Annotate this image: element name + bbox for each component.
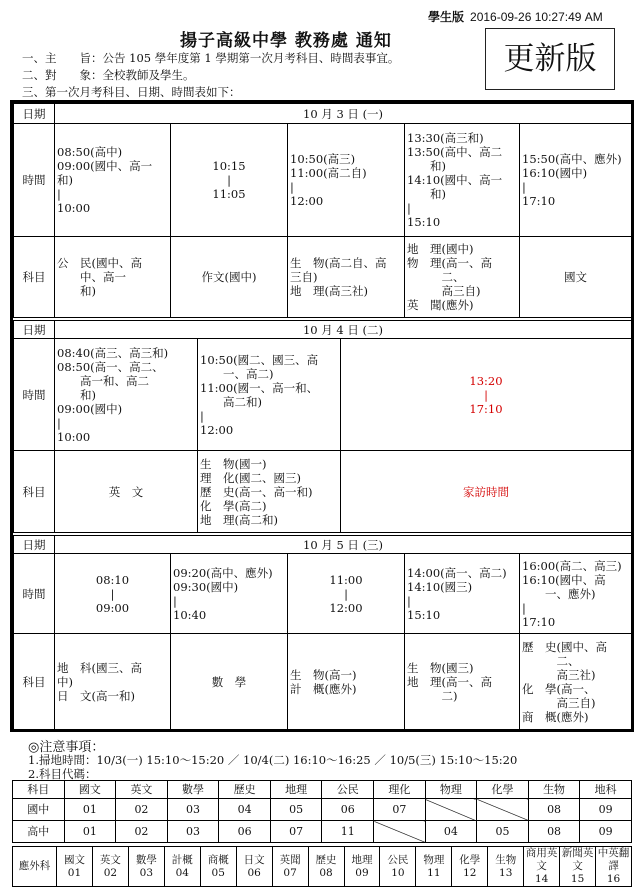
code-cell: 02 bbox=[116, 821, 168, 843]
code-header: 生物 bbox=[528, 781, 580, 799]
code-row-label: 高中 bbox=[13, 821, 65, 843]
code-cell: 09 bbox=[580, 799, 632, 821]
day-3-subject-2: 數 學 bbox=[171, 634, 288, 731]
ext-code-cell bbox=[452, 847, 488, 887]
ext-code-cell bbox=[560, 847, 596, 887]
code-header: 地科 bbox=[580, 781, 632, 799]
code-cell: 01 bbox=[64, 821, 116, 843]
day-1-subject-5: 國文 bbox=[520, 237, 632, 318]
ext-code-name: 計概 bbox=[171, 853, 193, 866]
ext-code-name: 國文 bbox=[63, 853, 85, 866]
ext-code-cell bbox=[57, 847, 93, 887]
day-3-time-3: 11:00 | 12:00 bbox=[288, 554, 405, 634]
code-header: 理化 bbox=[374, 781, 426, 799]
header-line-schedule: 三、第一次月考科目、日期、時間表如下： bbox=[22, 85, 241, 99]
time-label: 時間 bbox=[14, 554, 55, 634]
code-cell: 06 bbox=[219, 821, 271, 843]
time-label: 時間 bbox=[14, 339, 55, 451]
notes-title: ◎注意事項： bbox=[28, 740, 105, 755]
day-2-subject-2: 生 物(國一) 理 化(國二、國三) 歷 史(高一、高一和) 化 學(高二) 地 理(高二和) bbox=[198, 451, 341, 533]
day-2-time-3: 13:20 | 17:10 bbox=[341, 339, 632, 451]
day-2-time-1: 08:40(高三、高三和) 08:50(高一、高二、 高一和、高二 和) 09:00(國中) | 10:00 bbox=[55, 339, 198, 451]
day-1-subject-3: 生 物(高二自、高 三自) 地 理(高三社) bbox=[288, 237, 405, 318]
code-cell: 06 bbox=[322, 799, 374, 821]
day-3-subject-1: 地 科(國三、高 中) 日 文(高一和) bbox=[55, 634, 171, 731]
ext-code-name: 地理 bbox=[351, 853, 373, 866]
ext-code-value: 12 bbox=[463, 866, 477, 879]
code-header: 國文 bbox=[64, 781, 116, 799]
ext-code-cell bbox=[380, 847, 416, 887]
code-header: 歷史 bbox=[219, 781, 271, 799]
schedule-day-3 bbox=[13, 535, 632, 731]
ext-code-cell bbox=[128, 847, 164, 887]
code-cell: 05 bbox=[270, 799, 322, 821]
edition-label: 學生版 bbox=[428, 10, 465, 24]
ext-code-value: 15 bbox=[570, 873, 585, 885]
ext-code-value: 06 bbox=[247, 866, 261, 879]
date-label: 日期 bbox=[14, 536, 55, 554]
code-header: 數學 bbox=[167, 781, 219, 799]
ext-code-cell bbox=[200, 847, 236, 887]
code-cell: 05 bbox=[477, 821, 529, 843]
code-header: 科目 bbox=[13, 781, 65, 799]
note-cleaning-time: 1.掃地時間：10/3(一) 15:10～15:20 ／ 10/4(二) 16:10～16:25 ／ 10/5(三) 15:10～15:20 bbox=[28, 753, 518, 767]
day-3-subject-3: 生 物(高一) 計 概(應外) bbox=[288, 634, 405, 731]
day-2-subject-3: 家訪時間 bbox=[341, 451, 632, 533]
ext-code-value: 11 bbox=[427, 866, 441, 879]
subject-code-table bbox=[12, 780, 632, 843]
ext-code-name: 日文 bbox=[243, 853, 265, 866]
day-1-time-5: 15:50(高中、應外) 16:10(國中) | 17:10 bbox=[520, 124, 632, 237]
schedule-day-1 bbox=[13, 103, 632, 318]
ext-code-value: 09 bbox=[355, 866, 369, 879]
ext-code-cell bbox=[524, 847, 560, 887]
day-3-date: 10 月 5 日 (三) bbox=[55, 536, 632, 554]
ext-code-value: 16 bbox=[606, 873, 621, 885]
ext-code-value: 05 bbox=[211, 866, 225, 879]
day-2-subject-1: 英 文 bbox=[55, 451, 198, 533]
ext-code-value: 08 bbox=[319, 866, 333, 879]
code-header: 地理 bbox=[270, 781, 322, 799]
subject-label: 科目 bbox=[14, 634, 55, 731]
code-cell: 02 bbox=[116, 799, 168, 821]
code-cell: 09 bbox=[580, 821, 632, 843]
ext-code-cell bbox=[92, 847, 128, 887]
day-3-subject-4: 生 物(國三) 地 理(高一、高 二) bbox=[405, 634, 520, 731]
code-cell: 04 bbox=[425, 821, 477, 843]
ext-code-name: 商概 bbox=[207, 853, 229, 866]
day-1-time-1: 08:50(高中) 09:00(國中、高一 和) | 10:00 bbox=[55, 124, 171, 237]
ext-code-value: 13 bbox=[499, 866, 513, 879]
subject-label: 科目 bbox=[14, 451, 55, 533]
header-line-audience: 二、對 象：全校教師及學生。 bbox=[22, 68, 195, 82]
code-cell: 08 bbox=[528, 799, 580, 821]
code-cell: 04 bbox=[219, 799, 271, 821]
day-3-time-1: 08:10 | 09:00 bbox=[55, 554, 171, 634]
ext-code-cell bbox=[308, 847, 344, 887]
code-cell-empty bbox=[477, 799, 529, 821]
ext-code-cell bbox=[416, 847, 452, 887]
code-cell: 03 bbox=[167, 799, 219, 821]
code-header: 化學 bbox=[477, 781, 529, 799]
day-3-time-5: 16:00(高二、高三) 16:10(國中、高 一、應外) | 17:10 bbox=[520, 554, 632, 634]
edition-stamp bbox=[428, 8, 603, 25]
subject-label: 科目 bbox=[14, 237, 55, 318]
ext-code-name: 英文 bbox=[99, 853, 121, 866]
note-subject-codes: 2.科目代碼： bbox=[28, 767, 97, 781]
ext-code-name: 英聞 bbox=[279, 853, 301, 866]
code-cell-empty bbox=[425, 799, 477, 821]
code-cell: 11 bbox=[322, 821, 374, 843]
ext-code-name: 數學 bbox=[135, 853, 157, 866]
ext-code-value: 10 bbox=[391, 866, 405, 879]
code-cell: 07 bbox=[270, 821, 322, 843]
day-1-time-3: 10:50(高三) 11:00(高二自) | 12:00 bbox=[288, 124, 405, 237]
code-row-label: 國中 bbox=[13, 799, 65, 821]
ext-code-name: 商用英文 bbox=[525, 847, 558, 872]
day-1-subject-2: 作文(國中) bbox=[171, 237, 288, 318]
day-1-time-2: 10:15 | 11:05 bbox=[171, 124, 288, 237]
code-cell: 08 bbox=[528, 821, 580, 843]
code-cell: 03 bbox=[167, 821, 219, 843]
ext-code-cell bbox=[344, 847, 380, 887]
ext-code-name: 生物 bbox=[495, 853, 517, 866]
ext-code-value: 03 bbox=[139, 866, 154, 879]
ext-code-cell bbox=[596, 847, 632, 887]
updated-version-badge: 更新版 bbox=[485, 28, 615, 90]
date-label: 日期 bbox=[14, 104, 55, 124]
ext-code-cell bbox=[488, 847, 524, 887]
day-1-subject-1: 公 民(國中、高 中、高一 和) bbox=[55, 237, 171, 318]
code-cell: 01 bbox=[64, 799, 116, 821]
page-title: 揚子高級中學 教務處 通知 bbox=[180, 31, 392, 51]
ext-code-name: 歷史 bbox=[315, 853, 337, 866]
ext-code-cell bbox=[164, 847, 200, 887]
day-3-time-2: 09:20(高中、應外) 09:30(國中) | 10:40 bbox=[171, 554, 288, 634]
date-label: 日期 bbox=[14, 321, 55, 339]
code-header: 英文 bbox=[116, 781, 168, 799]
ext-code-value: 04 bbox=[175, 866, 189, 879]
ext-code-name: 化學 bbox=[459, 853, 481, 866]
schedule-day-2 bbox=[13, 320, 632, 533]
ext-code-value: 01 bbox=[67, 866, 82, 879]
code-cell-empty bbox=[374, 821, 426, 843]
ext-code-name: 公民 bbox=[387, 853, 409, 866]
day-1-subject-4: 地 理(國中) 物 理(高一、高 二、 高三自) 英 聞(應外) bbox=[405, 237, 520, 318]
day-1-date: 10 月 3 日 (一) bbox=[55, 104, 632, 124]
day-2-time-2: 10:50(國二、國三、高 一、高二) 11:00(國一、高一和、 高二和) | 12:00 bbox=[198, 339, 341, 451]
ext-code-cell bbox=[236, 847, 272, 887]
code-header: 物理 bbox=[425, 781, 477, 799]
day-2-date: 10 月 4 日 (二) bbox=[55, 321, 632, 339]
ext-code-name: 新聞英文 bbox=[561, 847, 594, 872]
ext-code-value: 07 bbox=[283, 866, 297, 879]
code-header: 公民 bbox=[322, 781, 374, 799]
code-cell: 07 bbox=[374, 799, 426, 821]
header-line-purpose: 一、主 旨：公告 105 學年度第 1 學期第一次月考科目、時間表事宜。 bbox=[22, 51, 400, 65]
timestamp: 2016-09-26 10:27:49 AM bbox=[470, 10, 603, 24]
ext-code-cell bbox=[272, 847, 308, 887]
day-3-time-4: 14:00(高一、高二) 14:10(國三) | 15:10 bbox=[405, 554, 520, 634]
time-label: 時間 bbox=[14, 124, 55, 237]
ext-code-name: 中英翻譯 bbox=[597, 847, 630, 872]
ext-row-label: 應外科 bbox=[13, 847, 57, 887]
day-3-subject-5: 歷 史(國中、高 二、 高三社) 化 學(高一、 高三自) 商 概(應外) bbox=[520, 634, 632, 731]
ext-code-name: 物理 bbox=[423, 853, 445, 866]
ext-code-value: 14 bbox=[534, 873, 549, 885]
day-1-time-4: 13:30(高三和) 13:50(高中、高二 和) 14:10(國中、高一 和) | 15:10 bbox=[405, 124, 520, 237]
ext-code-value: 02 bbox=[103, 866, 118, 879]
applied-foreign-code-table bbox=[12, 846, 632, 887]
